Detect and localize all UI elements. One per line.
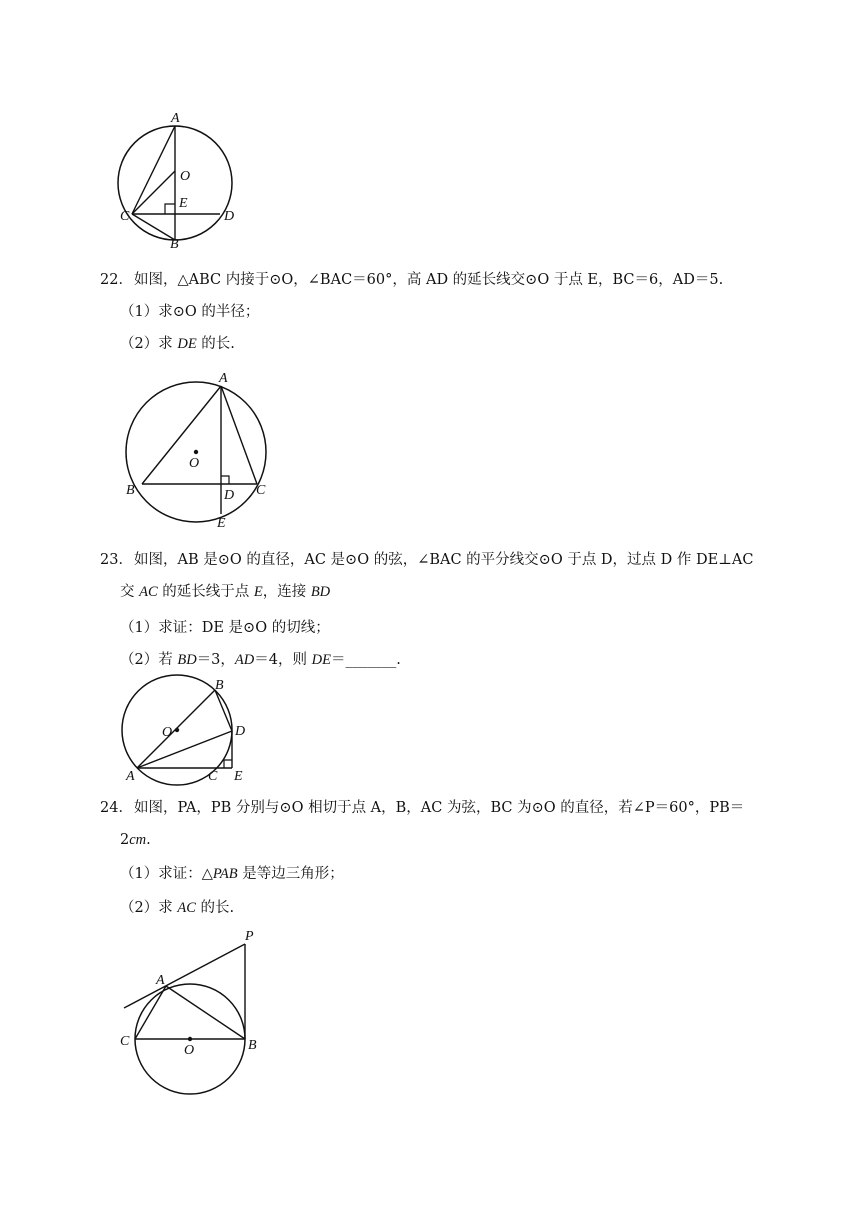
question-number: 24． bbox=[100, 800, 133, 816]
label-B: B bbox=[248, 1038, 257, 1053]
question-text: 如图，△ABC 内接于⊙O，∠BAC＝60°，高 AD 的延长线交⊙O 于点 E，BC＝6，AD＝5. bbox=[134, 272, 724, 288]
question-number: 22． bbox=[100, 272, 133, 288]
label-E: E bbox=[179, 196, 188, 211]
label-D: D bbox=[235, 724, 246, 739]
label-B: B bbox=[126, 483, 135, 498]
label-D: D bbox=[224, 209, 235, 224]
label-O: O bbox=[184, 1043, 195, 1058]
question-text-line2: 交 AC 的延长线于点 E，连接 BD bbox=[120, 584, 331, 600]
label-B: B bbox=[170, 237, 179, 252]
figure-q21 bbox=[110, 108, 250, 253]
label-A: A bbox=[219, 371, 228, 386]
label-B: B bbox=[215, 678, 224, 693]
sub-question-2: （2）求 AC 的长. bbox=[120, 900, 235, 916]
label-E: E bbox=[217, 516, 226, 531]
label-O: O bbox=[180, 169, 191, 184]
sub-question-2: （2）求 DE 的长. bbox=[120, 336, 235, 352]
question-text: 如图，PA，PB 分别与⊙O 相切于点 A，B，AC 为弦，BC 为⊙O 的直径，若∠P＝60°，PB＝ bbox=[134, 800, 745, 816]
label-A: A bbox=[126, 769, 135, 784]
label-O: O bbox=[162, 725, 173, 740]
question-text: 如图，AB 是⊙O 的直径，AC 是⊙O 的弦，∠BAC 的平分线交⊙O 于点 D，过点 D 作 DE⊥AC bbox=[134, 552, 754, 568]
figure-q23 bbox=[112, 672, 262, 790]
label-C: C bbox=[208, 769, 218, 784]
sub-question-1: （1）求证：DE 是⊙O 的切线； bbox=[120, 620, 330, 636]
figure-q24 bbox=[112, 926, 272, 1098]
sub-question-1: （1）求证：△PAB 是等边三角形； bbox=[120, 866, 344, 882]
label-A: A bbox=[171, 111, 180, 126]
label-C: C bbox=[120, 209, 130, 224]
label-O: O bbox=[189, 456, 200, 471]
sub-question-1: （1）求⊙O 的半径； bbox=[120, 304, 260, 320]
question-text-line2: 2cm. bbox=[120, 832, 151, 848]
question-number: 23． bbox=[100, 552, 133, 568]
sub-question-2: （2）若 BD＝3，AD＝4，则 DE＝_______. bbox=[120, 652, 401, 668]
label-C: C bbox=[256, 483, 266, 498]
label-P: P bbox=[245, 929, 254, 944]
label-E: E bbox=[234, 769, 243, 784]
label-A: A bbox=[156, 973, 165, 988]
label-C: C bbox=[120, 1034, 130, 1049]
label-D: D bbox=[224, 488, 235, 503]
figure-q22 bbox=[118, 370, 278, 535]
